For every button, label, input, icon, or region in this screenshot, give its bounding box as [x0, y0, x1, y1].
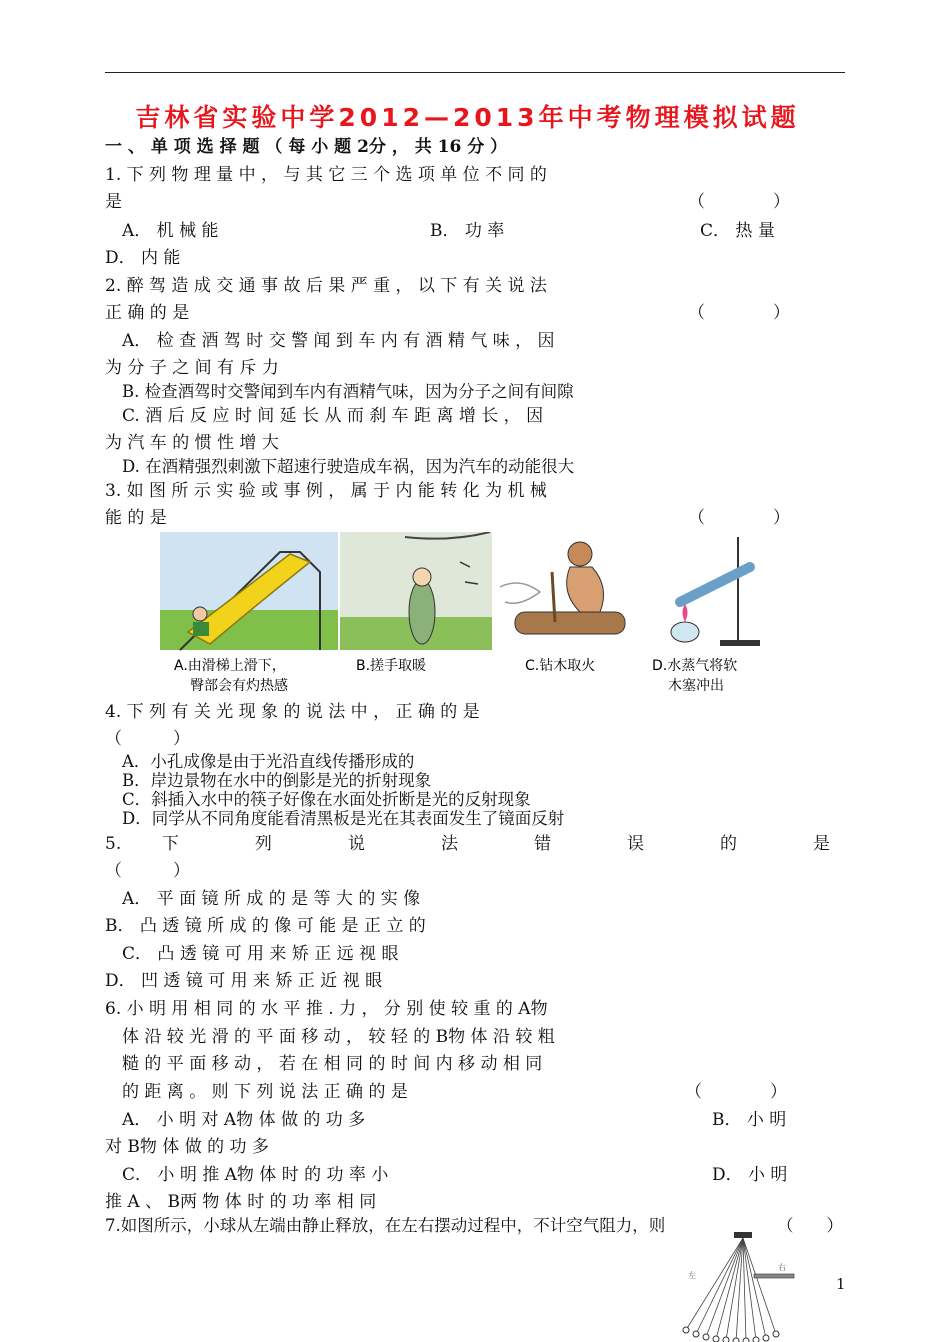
q5-stem-line1: 5. 下 列 说 法 错 误 的 是 — [105, 834, 830, 854]
q6-stem-end: 的 距 离 。 则 下 列 说 法 正 确 的 是 — [122, 1082, 408, 1102]
q3-stem-end: 能 的 是 — [105, 508, 167, 528]
q4-option-a: A．小孔成像是由于光沿直线传播形成的 — [122, 752, 415, 771]
slide-illustration — [160, 532, 338, 650]
q2-stem-line1: 2. 醉 驾 造 成 交 通 事 故 后 果 严 重 ， 以 下 有 关 说 法 — [105, 276, 547, 296]
header-rule — [105, 72, 845, 73]
q2-option-c-line1: C. 酒 后 反 应 时 间 延 长 从 而 刹 车 距 离 增 长 ， 因 — [122, 406, 544, 426]
q2-stem-end: 正 确 的 是 — [105, 303, 190, 323]
page-number: 1 — [836, 1275, 846, 1293]
q6-answer-paren: （ ） — [685, 1082, 787, 1102]
q2-option-b: B. 检查酒驾时交警闻到车内有酒精气味，因为分子之间有间隙 — [122, 382, 574, 401]
q6-option-b-part2: 对 B物 体 做 的 功 多 — [105, 1137, 269, 1157]
steam-cork-illustration — [652, 532, 770, 650]
q7-fig-right-label: 右 — [778, 1263, 786, 1272]
rubbing-hands-illustration — [340, 532, 492, 650]
q7-fig-left-label: 左 — [688, 1271, 696, 1280]
q7-stem-text: 7.如图所示，小球从左端由静止释放，在左右摆动过程中，不计空气阻力，则 — [105, 1216, 666, 1235]
q3-figure — [160, 532, 770, 697]
q5-option-d: D． 凹 透 镜 可 用 来 矫 正 近 视 眼 — [105, 971, 383, 991]
q2-option-a-line2: 为 分 子 之 间 有 斥 力 — [105, 358, 279, 378]
q3-caption-d-line1: D.水蒸气将软 — [652, 658, 738, 674]
q1-option-c: C． 热 量 — [700, 221, 775, 241]
exam-title: 吉林省实验中学2012—2013年中考物理模拟试题 — [135, 103, 800, 132]
q2-option-d: D. 在酒精强烈刺激下超速行驶造成车祸，因为汽车的动能很大 — [122, 457, 575, 476]
q4-option-c: C．斜插入水中的筷子好像在水面处折断是光的反射现象 — [122, 790, 531, 809]
q6-options-line3 — [122, 1164, 830, 1186]
q3-caption-a-line1: A.由滑梯上滑下， — [174, 658, 286, 674]
q5-option-b: B． 凸 透 镜 所 成 的 像 可 能 是 正 立 的 — [105, 916, 426, 936]
q6-option-b-part1: B． 小 明 — [712, 1110, 787, 1130]
q4-stem-line1: 4. 下 列 有 关 光 现 象 的 说 法 中 ， 正 确 的 是 — [105, 702, 480, 722]
q6-option-c: C． 小 明 推 A物 体 时 的 功 率 小 — [122, 1165, 389, 1185]
q4-option-d: D．同学从不同角度能看清黑板是光在其表面发生了镜面反射 — [122, 809, 565, 828]
q5-answer-paren: （ ） — [105, 861, 190, 881]
q5-option-a: A． 平 面 镜 所 成 的 是 等 大 的 实 像 — [122, 889, 421, 909]
q7-answer-paren: （ ） — [777, 1216, 843, 1235]
q3-answer-paren: （ ） — [688, 508, 790, 528]
q3-caption-c: C.钻木取火 — [525, 658, 596, 674]
q3-caption-a-line2: 臀部会有灼热感 — [190, 678, 288, 694]
q3-caption-d-line2: 木塞冲出 — [668, 678, 724, 694]
q7-pendulum-figure — [668, 1230, 808, 1342]
q2-option-a-line1: A． 检 查 酒 驾 时 交 警 闻 到 车 内 有 酒 精 气 味 ， 因 — [122, 331, 555, 351]
q2-option-c-line2: 为 汽 车 的 惯 性 增 大 — [105, 433, 279, 453]
q3-stem-line2 — [105, 507, 830, 529]
q6-option-d-part1: D． 小 明 — [712, 1165, 788, 1185]
q5-option-c: C． 凸 透 镜 可 用 来 矫 正 远 视 眼 — [122, 944, 399, 964]
q1-option-b: B． 功 率 — [430, 221, 505, 241]
q6-stem-line3: 糙 的 平 面 移 动 ， 若 在 相 同 的 时 间 内 移 动 相 同 — [122, 1054, 543, 1074]
q4-option-b: B．岸边景物在水中的倒影是光的折射现象 — [122, 771, 432, 790]
q1-options-line1 — [122, 220, 830, 242]
q3-stem-line1: 3. 如 图 所 示 实 验 或 事 例 ， 属 于 内 能 转 化 为 机 械 — [105, 481, 547, 501]
q3-caption-b: B.搓手取暖 — [356, 658, 427, 674]
q2-stem-line2 — [105, 302, 830, 324]
q4-answer-paren: （ ） — [105, 729, 190, 749]
q1-option-a: A． 机 械 能 — [122, 221, 219, 241]
section-heading: 一 、 单 项 选 择 题 （ 每 小 题 2分 ， 共 16 分 ） — [105, 137, 508, 157]
q6-option-a: A． 小 明 对 A物 体 做 的 功 多 — [122, 1110, 366, 1130]
q1-stem-line2 — [105, 191, 830, 213]
q1-answer-paren: （ ） — [688, 192, 790, 212]
q1-stem-line1: 1. 下 列 物 理 量 中 ， 与 其 它 三 个 选 项 单 位 不 同 的 — [105, 165, 547, 185]
q1-stem-end: 是 — [105, 192, 122, 212]
q1-option-d: D． 内 能 — [105, 248, 181, 268]
drilling-wood-illustration — [495, 532, 650, 650]
q6-stem-line4 — [122, 1081, 830, 1103]
q6-option-d-part2: 推 A 、 B两 物 体 时 的 功 率 相 同 — [105, 1192, 377, 1212]
q2-answer-paren: （ ） — [688, 303, 790, 323]
q6-stem-line2: 体 沿 较 光 滑 的 平 面 移 动 ， 较 轻 的 B物 体 沿 较 粗 — [122, 1027, 555, 1047]
q6-stem-line1: 6. 小 明 用 相 同 的 水 平 推 . 力 ， 分 别 使 较 重 的 A物 — [105, 999, 548, 1019]
q6-options-line1 — [122, 1109, 830, 1131]
